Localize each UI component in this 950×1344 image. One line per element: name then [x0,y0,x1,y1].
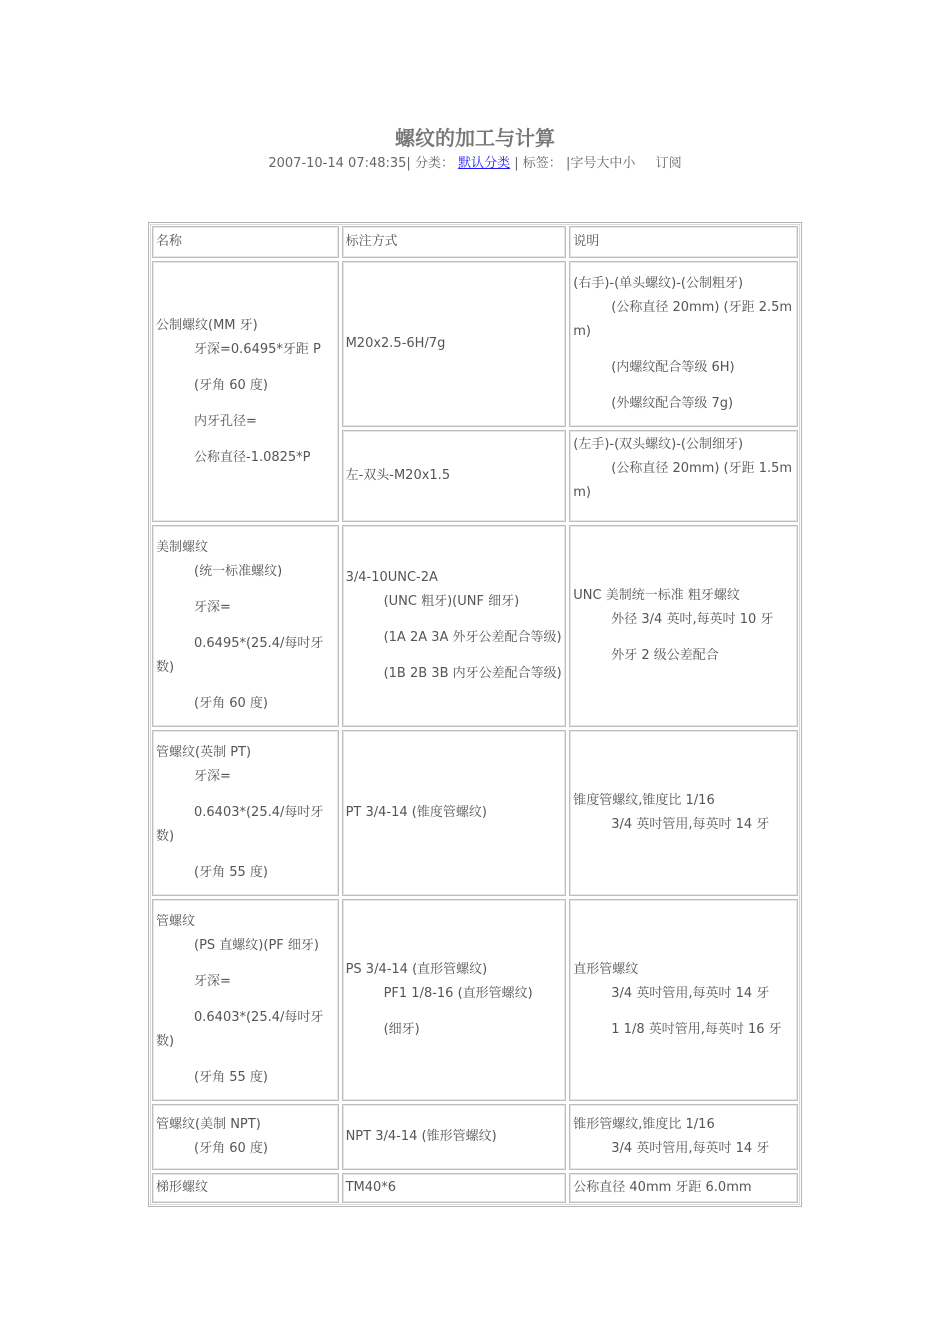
trapezoid-desc-cell: 公称直径 40mm 牙距 6.0mm [569,1173,798,1203]
meta-separator: | [514,156,519,171]
metric-desc-cell-1: (右手)-(单头螺纹)-(公制粗牙) (公称直径 20mm) (牙距 2.5mm) (内螺纹配合等级 6H) (外螺纹配合等级 7g) [569,261,798,427]
metric-name-cell: 公制螺纹(MM 牙) 牙深=0.6495*牙距 P (牙角 60 度) 内牙孔径= 公称直径-1.0825*P [152,261,339,522]
ps-mark-cell: PS 3/4-14 (直形管螺纹) PF1 1/8-16 (直形管螺纹) (细牙) [342,899,567,1101]
metric-mark-cell-2: 左-双头-M20x1.5 [342,430,567,522]
npt-desc-cell: 锥形管螺纹,锥度比 1/16 3/4 英吋管用,每英吋 14 牙 [569,1104,798,1170]
npt-mark-cell: NPT 3/4-14 (锥形管螺纹) [342,1104,567,1170]
table-row [152,1104,798,1170]
thread-table [148,222,802,1207]
pt-mark-cell: PT 3/4-14 (锥度管螺纹) [342,730,567,896]
table-row [152,261,798,427]
trapezoid-mark-cell: TM40*6 [342,1173,567,1203]
metric-desc-cell-2: (左手)-(双头螺纹)-(公制细牙) (公称直径 20mm) (牙距 1.5mm) [569,430,798,522]
post-meta [0,152,950,171]
category-label: 分类： [414,156,454,171]
table-header-row [152,226,798,258]
unified-name-cell: 美制螺纹 (统一标准螺纹) 牙深= 0.6495*(25.4/每吋牙数) (牙角 60 度) [152,525,339,727]
trapezoid-name-cell: 梯形螺纹 [152,1173,339,1203]
unified-desc-cell: UNC 美制统一标准 粗牙螺纹 外径 3/4 英吋,每英吋 10 牙 外牙 2 级公差配合 [569,525,798,727]
pt-name-cell: 管螺纹(英制 PT) 牙深= 0.6403*(25.4/每吋牙数) (牙角 55 度) [152,730,339,896]
header-cell-desc: 说明 [569,226,798,258]
header-cell-name: 名称 [152,226,339,258]
ps-desc-cell: 直形管螺纹 3/4 英吋管用,每英吋 14 牙 1 1/8 英吋管用,每英吋 16 牙 [569,899,798,1101]
post-datetime: 2007-10-14 07:48:35| [268,156,411,171]
pt-desc-cell: 锥度管螺纹,锥度比 1/16 3/4 英吋管用,每英吋 14 牙 [569,730,798,896]
header-cell-mark: 标注方式 [342,226,567,258]
subscribe-link[interactable]: 订阅 [655,156,682,171]
npt-name-cell: 管螺纹(美制 NPT) (牙角 60 度) [152,1104,339,1170]
table-row [152,899,798,1101]
table-row [152,525,798,727]
ps-name-cell: 管螺纹 (PS 直螺纹)(PF 细牙) 牙深= 0.6403*(25.4/每吋牙数) (牙角 55 度) [152,899,339,1101]
page-title: 螺纹的加工与计算 [395,126,555,150]
unified-mark-cell: 3/4-10UNC-2A (UNC 粗牙)(UNF 细牙) (1A 2A 3A 外牙公差配合等级) (1B 2B 3B 内牙公差配合等级) [342,525,567,727]
table-row [152,730,798,896]
metric-mark-cell-1: M20x2.5-6H/7g [342,261,567,427]
table-row [152,1173,798,1203]
category-link[interactable]: 默认分类 [458,156,511,171]
tags-label: 标签： [522,156,562,171]
font-size-selector[interactable]: |字号大中小 [565,156,636,171]
